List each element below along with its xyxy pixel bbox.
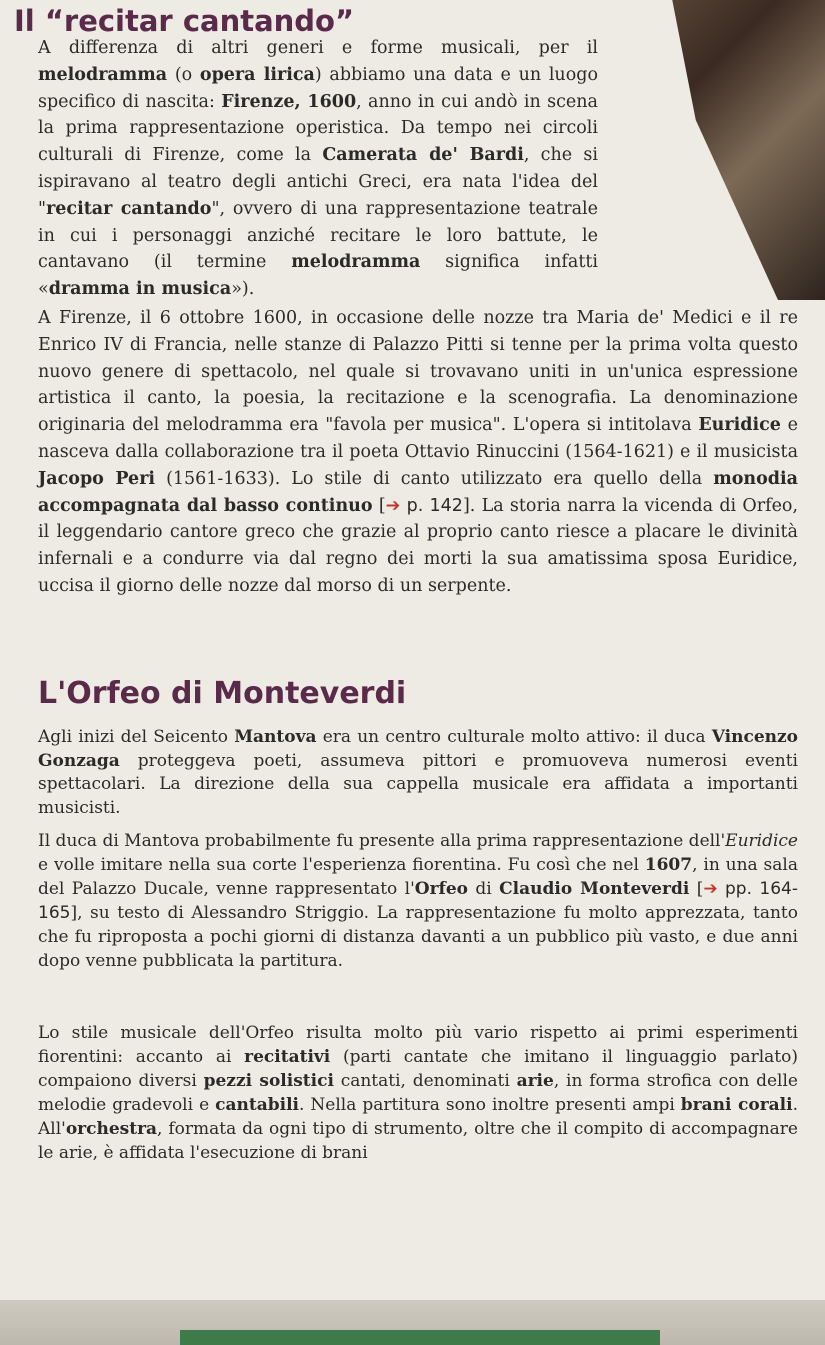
paragraph-intro: A differenza di altri generi e forme musicali, per il melodramma (o opera lirica) abbiamo una data e un luogo specifico di nascita: Firenze, 1600, anno in cui andò in scena la prima rappresentazione operistica. Da tempo nei circoli culturali di Firenze, come la Camerata de' Bardi, che si ispiravano al teatro degli antichi Greci, era nata l'idea del "recitar cantando", ovvero di una rappresentazione teatrale in cui i personaggi anziché recitare le loro battute, le cantavano (il termine melodramma significa infatti «dramma in musica»). <box>38 38 598 300</box>
book-cover-strip <box>180 1330 660 1345</box>
arrow-right-icon: ➔ <box>703 879 718 899</box>
arrow-right-icon: ➔ <box>385 495 401 516</box>
portrait-painting <box>590 0 825 300</box>
paragraph-mantova: Agli inizi del Seicento Mantova era un centro culturale molto attivo: il duca Vincenzo Gonzaga proteggeva poeti, assumeva pittori e promuoveva numerosi eventi spettacolari. La direzione della sua cappella musicale era affidata a importanti musicisti. <box>38 727 798 818</box>
paragraph-euridice: A Firenze, il 6 ottobre 1600, in occasione delle nozze tra Maria de' Medici e il re Enrico IV di Francia, nelle stanze di Palazzo Pitti si tenne per la prima volta questo nuovo genere di spettacolo, nel quale si trovavano uniti in un'unica espressione artistica il canto, la poesia, la recitazione e la scenografia. La denominazione originaria del melodramma era "favola per musica". L'opera si intitolava Euridice e nasceva dalla collaborazione tra il poeta Ottavio Rinuccini (1564-1621) e il musicista Jacopo Peri (1561-1633). Lo stile di canto utilizzato era quello della monodia accompagnata dal basso continuo [➔ p. 142]. La storia narra la vicenda di Orfeo, il leggendario cantore greco che grazie al proprio canto riesce a placare le divinità infernali e a condurre via dal regno dei morti la sua amatissima sposa Euridice, uccisa il giorno delle nozze dal morso di un serpente. <box>38 308 799 596</box>
paragraph-musical-style: Lo stile musicale dell'Orfeo risulta molto più vario rispetto ai primi esperimenti fiorentini: accanto ai recitativi (parti cantate che imitano il linguaggio parlato) compaiono diversi pezzi solistici cantati, denominati arie, in forma strofica con delle melodie gradevoli e cantabili. Nella partitura sono inoltre presenti ampi brani corali. All'orchestra, formata da ogni tipo di strumento, oltre che il compito di accompagnare le arie, è affidata l'esecuzione di brani <box>38 1023 798 1163</box>
section-title-orfeo: L'Orfeo di Monteverdi <box>38 676 407 711</box>
paragraph-orfeo-1607: Il duca di Mantova probabilmente fu presente alla prima rappresentazione dell'Euridice e volle imitare nella sua corte l'esperienza fiorentina. Fu così che nel 1607, in una sala del Palazzo Ducale, venne rappresentato l'Orfeo di Claudio Monteverdi [➔ pp. 164-165], su testo di Alessandro Striggio. La rappresentazione fu molto apprezzata, tanto che fu riproposta a pochi giorni di distanza davanti a un pubblico più vasto, e due anni dopo venne pubblicata la partitura. <box>38 831 798 971</box>
section-title-recitar-cantando: Il “recitar cantando” <box>14 4 355 38</box>
page-reference-link[interactable]: ➔ p. 142 <box>385 495 463 516</box>
page-reference-link[interactable]: ➔ pp. 164-165 <box>38 879 798 923</box>
